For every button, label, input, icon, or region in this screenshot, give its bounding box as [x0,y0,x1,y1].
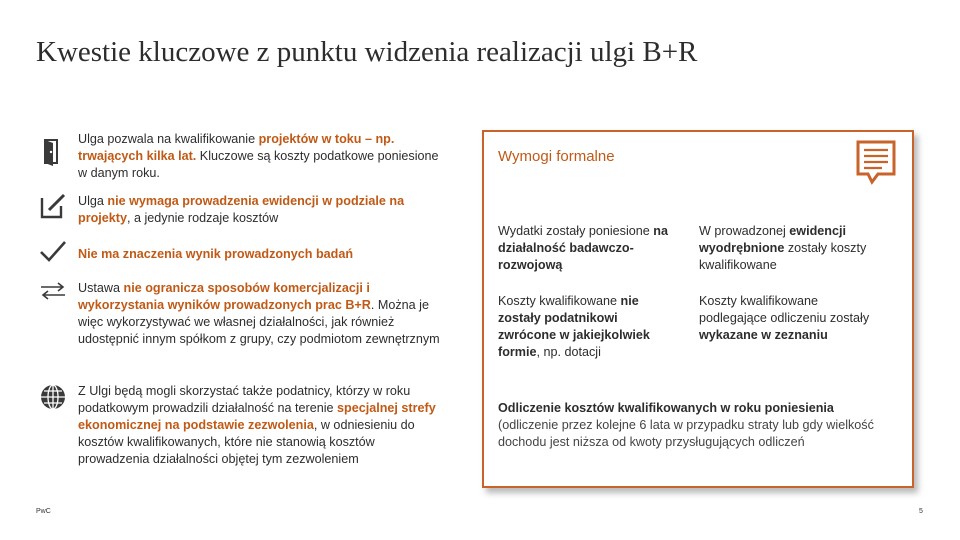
item-text: Ulga [78,194,108,208]
key-issue-item [78,280,448,348]
globe-icon [38,382,68,412]
edit-icon [38,190,68,220]
key-issue-item [78,193,448,227]
item-text: . Można je więc wykorzystywać we własnej działalności, jak również udostępnić innym spółkom z grupy, czy podmiotom zewnętrznym [78,298,440,346]
requirement-cell: W prowadzonej ewidencji wyodrębnione zostały koszty kwalifikowane [699,224,867,272]
requirement-cell: Wydatki zostały poniesione na działalność badawczo-rozwojową [498,224,668,272]
item-text: Ustawa [78,281,124,295]
requirement-cell: Koszty kwalifikowane nie zostały podatnikowi zwrócone w jakiejkolwiek formie, np. dotacji [498,294,650,359]
item-highlight: projektów w toku – np. trwających kilka lat. [78,132,395,163]
door-icon [38,136,68,166]
page-title: Kwestie kluczowe z punktu widzenia realizacji ulgi B+R [36,36,698,68]
requirement-cell: Koszty kwalifikowane podlegające odliczeniu zostały wykazane w zeznaniu [699,294,870,342]
box-title: Wymogi formalne [498,148,615,165]
key-issue-item [78,383,448,468]
key-issue-item [78,131,448,182]
item-text: , a jedynie rodzaje kosztów [127,211,279,225]
item-highlight: specjalnej strefy ekonomicznej na podstawie zezwolenia [78,401,436,432]
summary-note: (odliczenie przez kolejne 6 lata w przypadku straty lub gdy wielkość dochodu jest niższa od kwoty przysługujących odliczeń [498,418,874,449]
item-text: , w odniesieniu do kosztów kwalifikowanych, które nie stanowią kosztów prowadzenia działalności objętej tym zezwoleniem [78,418,415,466]
transfer-icon [38,276,68,306]
deduction-summary [498,400,898,451]
check-icon [38,236,68,266]
document-list-icon [854,138,900,186]
item-highlight: Nie ma znaczenia wynik prowadzonych badań [78,247,354,261]
item-text: Ulga pozwala na kwalifikowanie [78,132,259,146]
page-number: 5 [919,508,923,515]
item-highlight: nie ogranicza sposobów komercjalizacji i wykorzystania wyników prowadzonych prac B+R [78,281,371,312]
summary-heading: Odliczenie kosztów kwalifikowanych w roku poniesienia [498,401,834,415]
key-issue-item [78,246,448,263]
formal-requirements-box [482,130,914,488]
item-highlight: nie wymaga prowadzenia ewidencji w podziale na projekty [78,194,405,225]
item-text: Z Ulgi będą mogli skorzystać także podatnicy, którzy w roku podatkowym prowadzili działalność na terenie [78,384,411,415]
item-text: Kluczowe są koszty podatkowe poniesione w danym roku. [78,149,439,180]
brand-logo-text: PwC [36,508,51,515]
